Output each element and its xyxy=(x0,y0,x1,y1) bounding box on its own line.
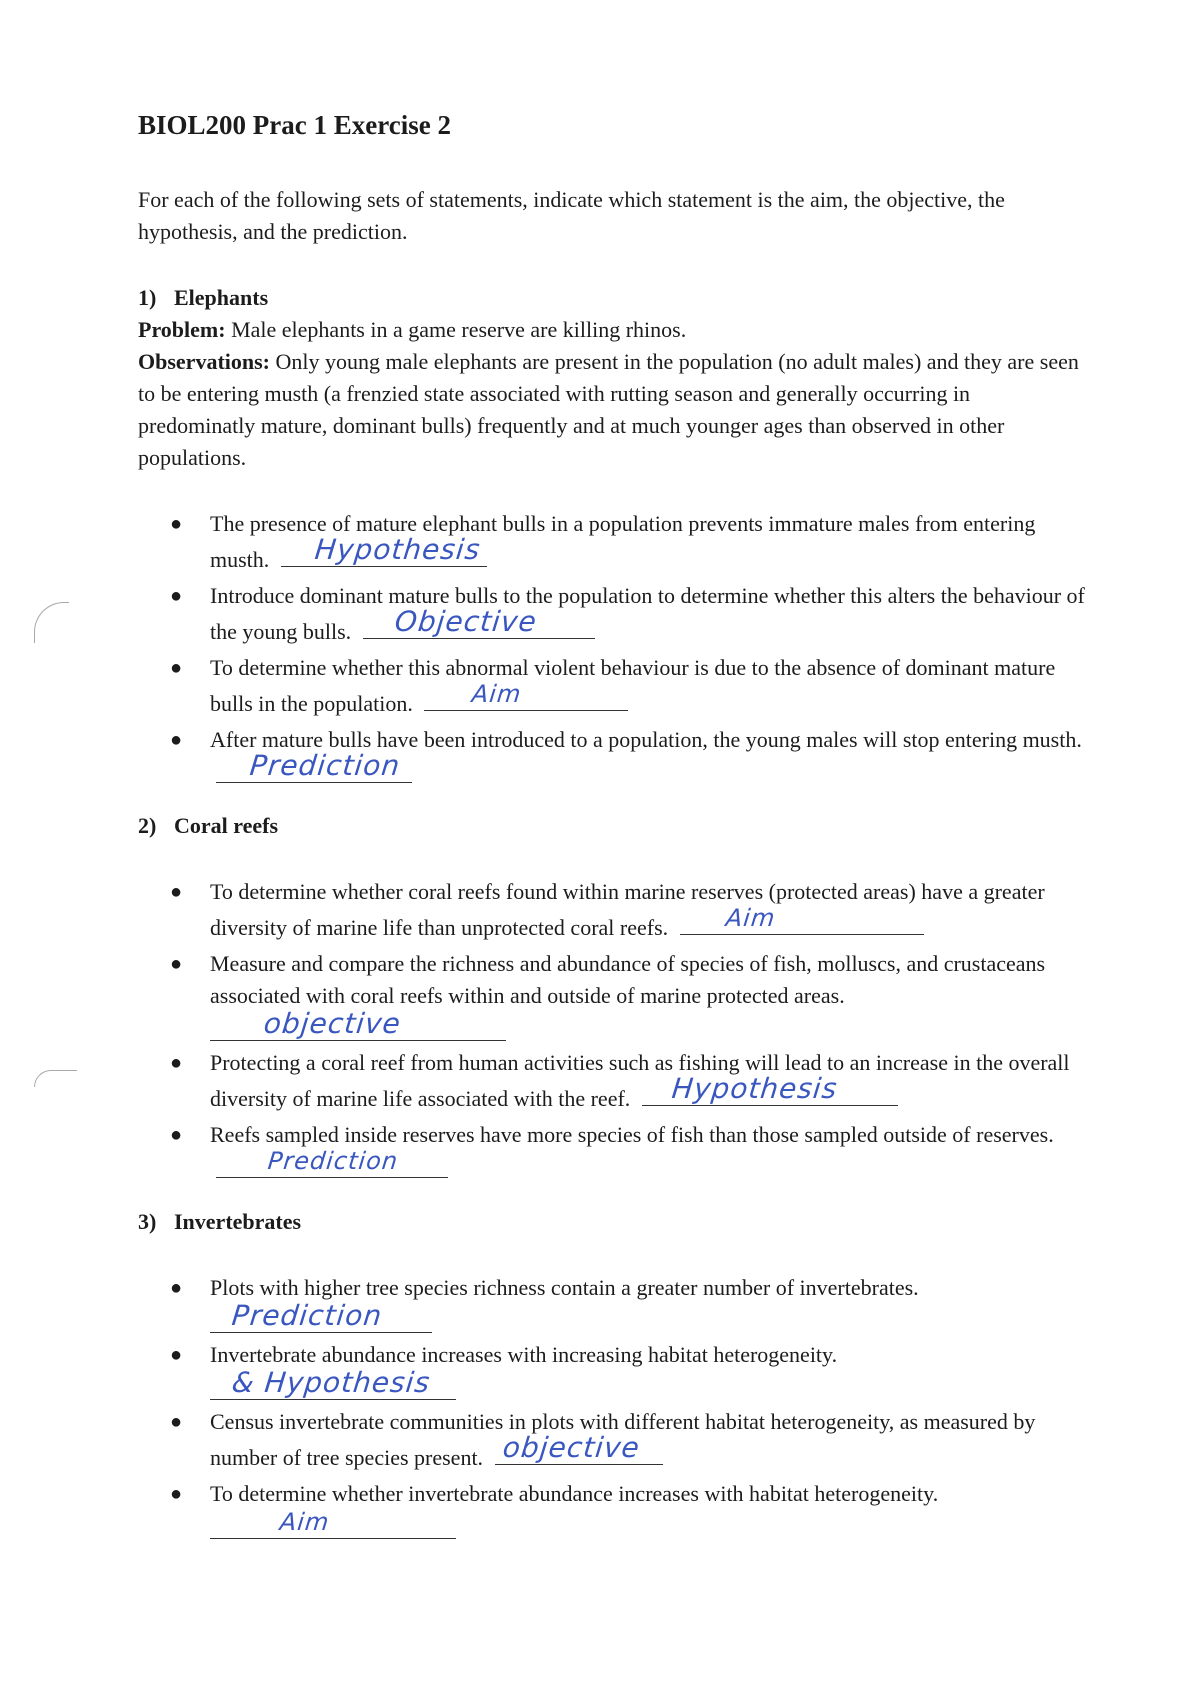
list-item xyxy=(138,580,1090,648)
statement-text: Introduce dominant mature bulls to the population to determine whether this alters the behaviour of the young bulls. xyxy=(210,583,1085,644)
list-item xyxy=(138,724,1090,792)
section-invertebrates xyxy=(138,1206,1083,1566)
handwritten-answer: Prediction xyxy=(248,749,403,782)
scan-artifact-mark xyxy=(34,602,69,643)
answer-blank[interactable] xyxy=(281,533,487,567)
bullet-icon: ● xyxy=(170,953,183,975)
section-number: 3) xyxy=(138,1209,157,1234)
bullet-icon: ● xyxy=(170,1277,183,1299)
list-item xyxy=(138,876,1090,944)
bullet-icon: ● xyxy=(170,729,183,751)
answer-blank[interactable] xyxy=(642,1072,898,1106)
handwritten-answer: Hypothesis xyxy=(670,1072,840,1105)
statement-text: Measure and compare the richness and abundance of species of fish, molluscs, and crustaceans associated with coral reefs within and outside of marine protected areas. xyxy=(210,951,1046,1008)
bullet-icon: ● xyxy=(170,1483,183,1505)
answer-blank[interactable] xyxy=(363,605,595,639)
section-title: Coral reefs xyxy=(174,813,279,838)
handwritten-answer: Aim xyxy=(278,1508,331,1536)
statement-list xyxy=(138,876,1083,1187)
handwritten-answer: Objective xyxy=(392,605,539,638)
handwritten-answer: Prediction xyxy=(266,1147,400,1175)
observations-text: Only young male elephants are present in the population (no adult males) and they are seen to be entering musth (a frenzied state associated with rutting season and generally occurring in predominatly mature, dominant bulls) frequently and at much younger ages than observed in other populations. xyxy=(138,349,1079,470)
handwritten-answer: Aim xyxy=(470,680,524,708)
statement-text: Plots with higher tree species richness contain a greater number of invertebrates. xyxy=(210,1275,919,1300)
statement-text: To determine whether this abnormal violent behaviour is due to the absence of dominant mature bulls in the population. xyxy=(210,655,1056,716)
answer-blank[interactable] xyxy=(210,1007,506,1041)
section-number: 1) xyxy=(138,285,157,310)
bullet-icon: ● xyxy=(170,513,183,535)
list-item xyxy=(138,1272,1090,1333)
list-item xyxy=(138,1047,1090,1115)
section-title: Invertebrates xyxy=(174,1209,302,1234)
handwritten-answer: & Hypothesis xyxy=(230,1366,432,1399)
answer-blank[interactable] xyxy=(210,1366,456,1400)
problem-text: Male elephants in a game reserve are killing rhinos. xyxy=(225,317,687,342)
statement-text: To determine whether coral reefs found within marine reserves (protected areas) have a greater diversity of marine life than unprotected coral reefs. xyxy=(210,879,1045,940)
list-item xyxy=(138,1478,1090,1539)
handwritten-answer: Prediction xyxy=(230,1299,385,1332)
answer-blank[interactable] xyxy=(216,749,412,783)
answer-blank[interactable] xyxy=(210,1299,432,1333)
handwritten-answer: Hypothesis xyxy=(313,533,483,566)
observations-label: Observations: xyxy=(138,349,270,374)
statement-text: Invertebrate abundance increases with increasing habitat heterogeneity. xyxy=(210,1342,838,1367)
answer-blank[interactable] xyxy=(495,1431,663,1465)
bullet-icon: ● xyxy=(170,1052,183,1074)
statement-list xyxy=(138,508,1083,792)
statement-text: Protecting a coral reef from human activities such as fishing will lead to an increase in the overall diversity of marine life associated with the reef. xyxy=(210,1050,1070,1111)
bullet-icon: ● xyxy=(170,1411,183,1433)
answer-blank[interactable] xyxy=(210,1508,456,1539)
section-title: Elephants xyxy=(174,285,269,310)
statement-text: The presence of mature elephant bulls in a population prevents immature males from entering musth. xyxy=(210,511,1036,572)
page-title: BIOL200 Prac 1 Exercise 2 xyxy=(138,110,451,140)
bullet-icon: ● xyxy=(170,1344,183,1366)
section-heading xyxy=(138,282,1083,314)
list-item xyxy=(138,508,1090,576)
handwritten-answer: objective xyxy=(500,1431,642,1464)
statement-list xyxy=(138,1272,1083,1539)
list-item xyxy=(138,1406,1090,1474)
section-heading xyxy=(138,810,1083,842)
list-item xyxy=(138,948,1090,1041)
answer-blank[interactable] xyxy=(216,1147,448,1178)
problem-statement xyxy=(138,314,1083,346)
handwritten-answer: objective xyxy=(262,1007,403,1040)
section-heading xyxy=(138,1206,1083,1238)
statement-text: Census invertebrate communities in plots with different habitat heterogeneity, as measured by number of tree species present. xyxy=(210,1409,1036,1470)
bullet-icon: ● xyxy=(170,1124,183,1146)
answer-blank[interactable] xyxy=(680,904,924,935)
bullet-icon: ● xyxy=(170,881,183,903)
section-number: 2) xyxy=(138,813,157,838)
section-elephants xyxy=(138,282,1085,782)
answer-blank[interactable] xyxy=(424,680,628,711)
observations-statement xyxy=(138,346,1083,474)
handwritten-answer: Aim xyxy=(724,904,777,932)
statement-text: After mature bulls have been introduced to a population, the young males will stop entering musth. xyxy=(210,727,1082,752)
problem-label: Problem: xyxy=(138,317,226,342)
list-item xyxy=(138,652,1090,720)
scan-artifact-mark xyxy=(34,1070,77,1087)
statement-text: To determine whether invertebrate abundance increases with habitat heterogeneity. xyxy=(210,1481,939,1506)
list-item xyxy=(138,1119,1090,1187)
list-item xyxy=(138,1339,1090,1400)
statement-text: Reefs sampled inside reserves have more species of fish than those sampled outside of reserves. xyxy=(210,1122,1054,1147)
instructions: For each of the following sets of statements, indicate which statement is the aim, the objective, the hypothesis, and the prediction. xyxy=(138,187,1005,244)
bullet-icon: ● xyxy=(170,657,183,679)
section-coral-reefs xyxy=(138,810,1083,1180)
bullet-icon: ● xyxy=(170,585,183,607)
